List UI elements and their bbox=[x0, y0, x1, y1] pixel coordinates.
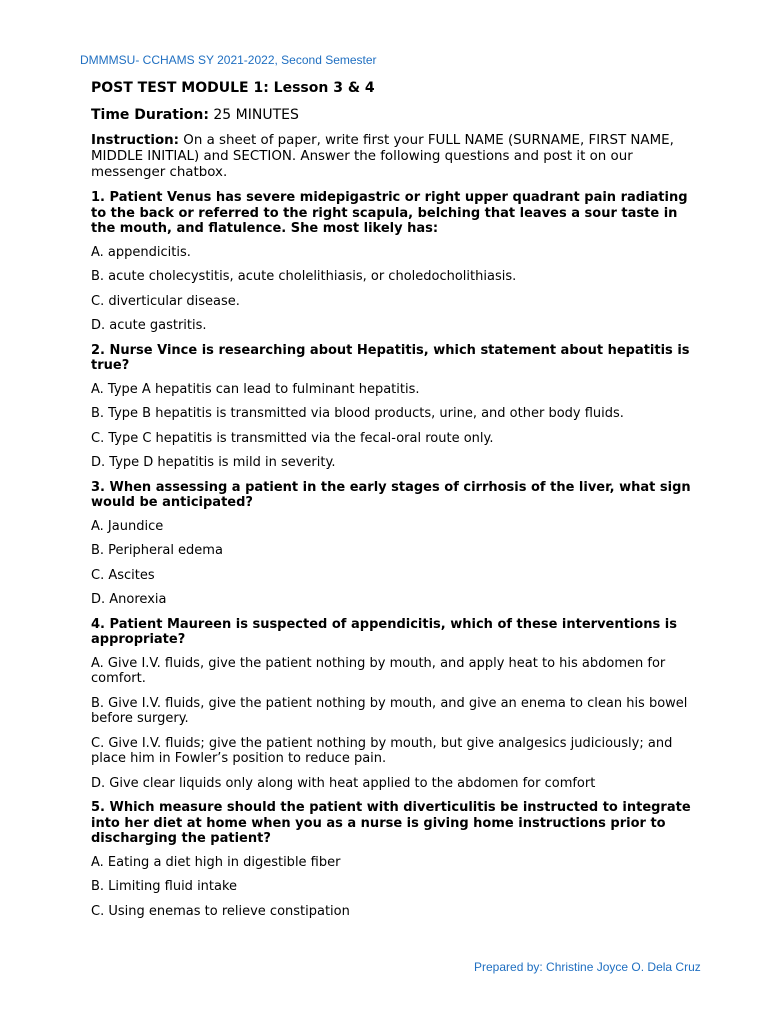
option-b: B. Type B hepatitis is transmitted via blood products, urine, and other body fluids. bbox=[91, 406, 624, 421]
question-number: 4. bbox=[91, 616, 105, 632]
question-3 bbox=[91, 480, 691, 608]
option-c: C. Type C hepatitis is transmitted via the fecal-oral route only. bbox=[91, 430, 494, 446]
option-b: B. Limiting fluid intake bbox=[91, 879, 238, 894]
option-c: C. Ascites bbox=[91, 567, 155, 583]
question-body: Patient Venus has severe midepigastric or right upper quadrant pain radiating to the back or referred to the right scapula, belching that leaves a sour taste in the mouth, and flatulence. She most likely has: bbox=[91, 190, 688, 236]
option-a: A. Type A hepatitis can lead to fulminant hepatitis. bbox=[91, 381, 420, 397]
option-b: B. Peripheral edema bbox=[91, 543, 223, 558]
option-c: C. diverticular disease. bbox=[91, 293, 240, 309]
question-2 bbox=[91, 343, 691, 471]
question-body: Which measure should the patient with diverticulitis be instructed to integrate into her diet at home when you as a nurse is giving home instructions prior to discharging the patient? bbox=[91, 800, 691, 846]
question-5 bbox=[91, 800, 691, 919]
question-body: Patient Maureen is suspected of appendicitis, which of these interventions is appropriate? bbox=[91, 616, 677, 647]
question-number: 5. bbox=[91, 800, 105, 815]
question-body: Nurse Vince is researching about Hepatitis, which statement about hepatitis is true? bbox=[91, 342, 690, 373]
question-text bbox=[91, 800, 691, 847]
option-a: A. Give I.V. fluids, give the patient nothing by mouth, and apply heat to his abdomen for comfort. bbox=[91, 655, 666, 686]
option-c: C. Give I.V. fluids; give the patient nothing by mouth, but give analgesics judiciously; and place him in Fowler’s position to reduce pain. bbox=[91, 735, 673, 766]
option-c: C. Using enemas to relieve constipation bbox=[91, 903, 350, 919]
option-a: A. appendicitis. bbox=[91, 244, 191, 260]
question-text bbox=[91, 343, 691, 374]
option-a: A. Jaundice bbox=[91, 518, 164, 534]
question-text bbox=[91, 617, 691, 648]
question-number: 1. bbox=[91, 190, 105, 205]
question-1 bbox=[91, 190, 691, 334]
page-title: POST TEST MODULE 1: Lesson 3 & 4 bbox=[91, 80, 375, 96]
option-d: D. acute gastritis. bbox=[91, 318, 207, 333]
instruction bbox=[91, 133, 691, 181]
option-b: B. Give I.V. fluids, give the patient nothing by mouth, and give an enema to clean his bowel before surgery. bbox=[91, 695, 688, 726]
time-duration bbox=[91, 106, 691, 124]
time-duration-label: Time Duration: bbox=[91, 107, 209, 123]
question-4 bbox=[91, 617, 691, 792]
question-body: When assessing a patient in the early stages of cirrhosis of the liver, what sign would be anticipated? bbox=[91, 479, 691, 510]
option-a: A. Eating a diet high in digestible fiber bbox=[91, 854, 341, 870]
option-d: D. Type D hepatitis is mild in severity. bbox=[91, 455, 336, 470]
question-text bbox=[91, 480, 691, 511]
question-text bbox=[91, 190, 691, 237]
question-number: 2. bbox=[91, 342, 105, 358]
instruction-text: On a sheet of paper, write first your FULL NAME (SURNAME, FIRST NAME, MIDDLE INITIAL) and SECTION. Answer the following questions and post it on our messenger chatbox. bbox=[91, 133, 674, 180]
option-d: D. Give clear liquids only along with heat applied to the abdomen for comfort bbox=[91, 775, 596, 791]
header-course-line: DMMMSU- CCHAMS SY 2021-2022, Second Semester bbox=[80, 53, 377, 67]
instruction-label: Instruction: bbox=[91, 133, 180, 148]
prepared-by: Prepared by: Christine Joyce O. Dela Cruz bbox=[474, 960, 701, 974]
document-body bbox=[91, 79, 691, 928]
time-duration-value: 25 MINUTES bbox=[208, 107, 299, 123]
option-d: D. Anorexia bbox=[91, 592, 167, 607]
option-b: B. acute cholecystitis, acute cholelithiasis, or choledocholithiasis. bbox=[91, 269, 517, 284]
question-number: 3. bbox=[91, 479, 105, 495]
